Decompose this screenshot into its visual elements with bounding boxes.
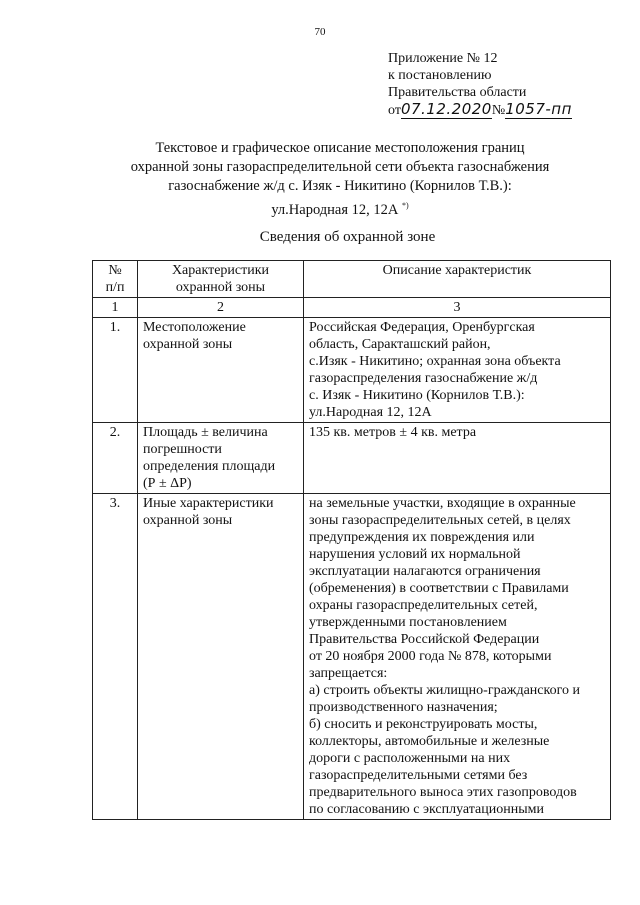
description-line: предварительного выноса этих газопроводов [309, 785, 577, 800]
handwritten-number: 1057-пп [505, 100, 572, 118]
description-line: Российская Федерация, Оренбургская [309, 320, 535, 335]
row-number: 3. [93, 494, 138, 820]
header-number [93, 261, 138, 298]
description-line: запрещается: [309, 666, 388, 681]
header-description: Описание характеристик [304, 261, 611, 298]
description-line: а) строить объекты жилищно-гражданского и [309, 683, 580, 698]
characteristic-line: погрешности [143, 442, 222, 457]
title-line-4: ул.Народная 12, 12А [271, 202, 399, 218]
description-line: коллекторы, автомобильные и железные [309, 734, 550, 749]
header-number-line: п/п [105, 280, 125, 295]
row-characteristic [138, 318, 304, 423]
description-line: охраны газораспределительных сетей, [309, 598, 538, 613]
title-line-1: Текстовое и графическое описание местоположения границ [155, 140, 525, 156]
date-prefix: от [388, 103, 401, 118]
section-title: Сведения об охранной зоне [259, 229, 436, 245]
title-line-2: охранной зоны газораспределительной сети объекта газоснабжения [130, 159, 550, 175]
column-number-row [93, 298, 611, 318]
description-line: с.Изяк - Никитино; охранная зона объекта [309, 354, 561, 369]
row-characteristic [138, 423, 304, 494]
description-line: предупреждения их повреждения или [309, 530, 535, 545]
description-line: производственного назначения; [309, 700, 498, 715]
description-line: зоны газораспределительных сетей, в целях [309, 513, 571, 528]
description-line: Правительства Российской Федерации [309, 632, 540, 647]
appendix-line-2: к постановлению [388, 68, 492, 83]
title-line-4-wrap [60, 196, 620, 220]
description-line: дороги с расположенными на них [309, 751, 511, 766]
description-line: от 20 ноября 2000 года № 878, которыми [309, 649, 552, 664]
description-line: область, Саракташский район, [309, 337, 491, 352]
header-characteristics-line: Характеристики [171, 263, 270, 278]
header-characteristics [138, 261, 304, 298]
page-number: 70 [314, 26, 326, 38]
description-line: газораспределительными сетями без [309, 768, 528, 783]
appendix-block [388, 50, 572, 119]
table-row [93, 423, 611, 494]
document-title [60, 139, 620, 220]
title-line-3: газоснабжение ж/д с. Изяк - Никитино (Корнилов Т.В.): [168, 178, 512, 194]
table-header-row [93, 261, 611, 298]
table-row [93, 494, 611, 820]
description-line: (обременения) в соответствии с Правилами [309, 581, 569, 596]
footnote-mark: *) [402, 201, 409, 210]
appendix-date-line [388, 101, 572, 119]
row-description [304, 318, 611, 423]
handwritten-date: 07.12.2020 [400, 100, 492, 118]
characteristic-line: охранной зоны [143, 337, 233, 352]
description-line: ул.Народная 12, 12А [309, 405, 432, 420]
description-line: по согласованию с эксплуатационными [309, 802, 544, 817]
row-description [304, 494, 611, 820]
number-sign: № [491, 103, 506, 118]
appendix-line-3: Правительства области [388, 85, 527, 100]
row-number: 2. [93, 423, 138, 494]
characteristic-line: Иные характеристики [143, 496, 274, 511]
column-number: 3 [304, 298, 611, 318]
header-characteristics-line: охранной зоны [175, 280, 266, 295]
description-line: нарушения условий их нормальной [309, 547, 521, 562]
row-description [304, 423, 611, 494]
description-line: с. Изяк - Никитино (Корнилов Т.В.): [309, 388, 525, 403]
characteristic-line: Площадь ± величина [143, 425, 268, 440]
column-number: 2 [138, 298, 304, 318]
characteristic-line: определения площади [143, 459, 276, 474]
zone-table [92, 260, 611, 820]
header-number-line: № [108, 263, 122, 278]
appendix-line-1: Приложение № 12 [388, 51, 498, 66]
column-number: 1 [93, 298, 138, 318]
row-characteristic [138, 494, 304, 820]
characteristic-line: охранной зоны [143, 513, 233, 528]
description-line: б) сносить и реконструировать мосты, [309, 717, 538, 732]
description-line: эксплуатации налагаются ограничения [309, 564, 541, 579]
description-line: газораспределения газоснабжение ж/д [309, 371, 538, 386]
characteristic-line: (Р ± ΔР) [143, 476, 192, 491]
description-line: утвержденными постановлением [309, 615, 507, 630]
description-line: на земельные участки, входящие в охранные [309, 496, 576, 511]
row-number: 1. [93, 318, 138, 423]
characteristic-line: Местоположение [143, 320, 246, 335]
table-row [93, 318, 611, 423]
description-line: 135 кв. метров ± 4 кв. метра [309, 425, 477, 440]
